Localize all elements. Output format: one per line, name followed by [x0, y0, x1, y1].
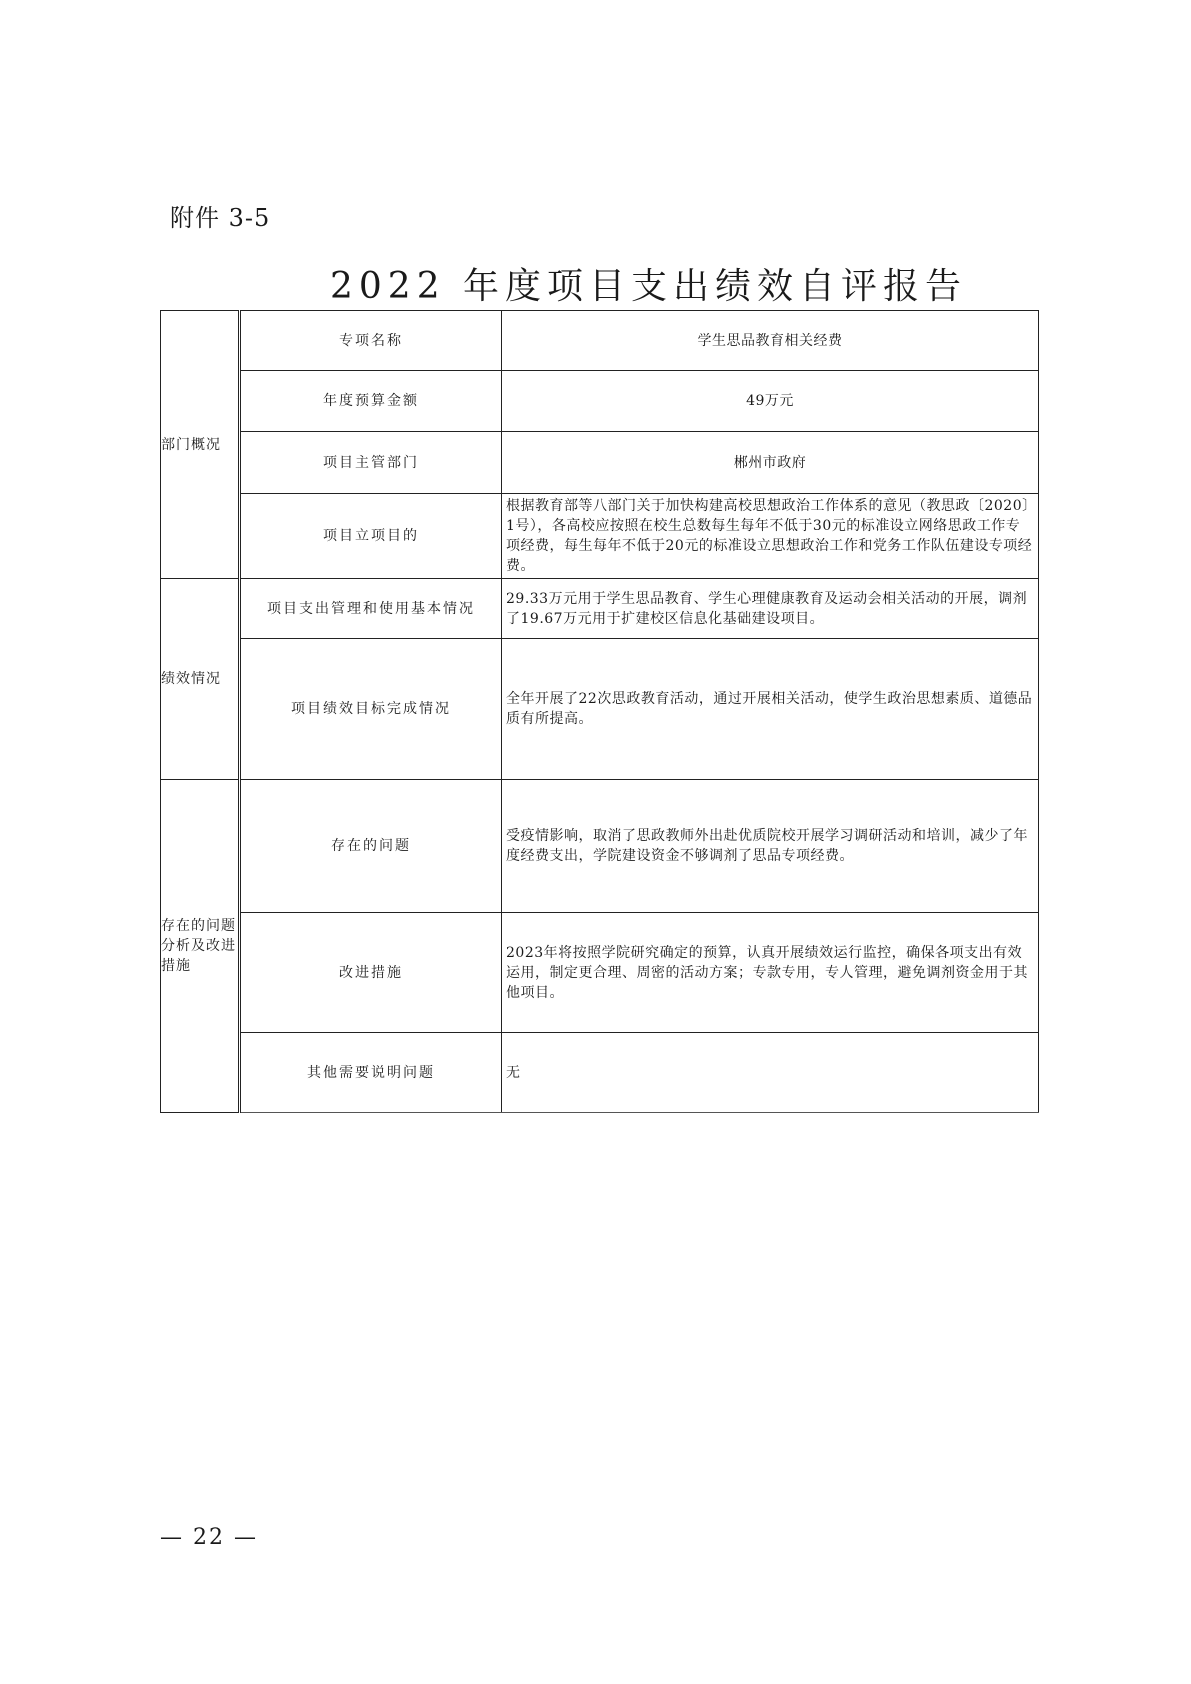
- row-label: 项目立项目的: [240, 494, 502, 579]
- row-label: 改进措施: [240, 913, 502, 1033]
- row-label: 专项名称: [240, 311, 502, 371]
- row-label: 项目绩效目标完成情况: [240, 639, 502, 780]
- section-overview: 部门概况: [161, 311, 240, 579]
- row-label: 年度预算金额: [240, 371, 502, 432]
- report-title: 2022 年度项目支出绩效自评报告: [330, 266, 968, 307]
- row-value: 根据教育部等八部门关于加快构建高校思想政治工作体系的意见（教思政〔2020〕1号），各高校应按照在校生总数每生每年不低于30元的标准设立网络思政工作专项经费，每生每年不低于20元的标准设立思想政治工作和党务工作队伍建设专项经费。: [502, 494, 1039, 579]
- table-row: [161, 432, 1039, 494]
- table-row: [161, 1033, 1039, 1113]
- row-value: 49万元: [502, 371, 1039, 432]
- row-label: 项目支出管理和使用基本情况: [240, 579, 502, 639]
- row-label: 其他需要说明问题: [240, 1033, 502, 1113]
- row-value: 受疫情影响，取消了思政教师外出赴优质院校开展学习调研活动和培训，减少了年度经费支出，学院建设资金不够调剂了思品专项经费。: [502, 780, 1039, 913]
- table-row: [161, 780, 1039, 913]
- table-row: [161, 913, 1039, 1033]
- row-value: 学生思品教育相关经费: [502, 311, 1039, 371]
- row-value: 无: [502, 1033, 1039, 1113]
- section-issues: 存在的问题分析及改进措施: [161, 780, 240, 1113]
- table-row: [161, 579, 1039, 639]
- row-label: 存在的问题: [240, 780, 502, 913]
- row-value: 2023年将按照学院研究确定的预算，认真开展绩效运行监控，确保各项支出有效运用，制定更合理、周密的活动方案；专款专用，专人管理，避免调剂资金用于其他项目。: [502, 913, 1039, 1033]
- table-row: [161, 371, 1039, 432]
- row-value: 29.33万元用于学生思品教育、学生心理健康教育及运动会相关活动的开展，调剂了19.67万元用于扩建校区信息化基础建设项目。: [502, 579, 1039, 639]
- row-value: 郴州市政府: [502, 432, 1039, 494]
- table-row: [161, 311, 1039, 371]
- attachment-label: 附件 3-5: [170, 204, 271, 232]
- table-row: [161, 639, 1039, 780]
- table-row: [161, 494, 1039, 579]
- page-number: — 22 —: [160, 1525, 258, 1550]
- row-label: 项目主管部门: [240, 432, 502, 494]
- row-value: 全年开展了22次思政教育活动，通过开展相关活动，使学生政治思想素质、道德品质有所提高。: [502, 639, 1039, 780]
- self-evaluation-table: [160, 310, 1039, 1113]
- section-performance: 绩效情况: [161, 579, 240, 780]
